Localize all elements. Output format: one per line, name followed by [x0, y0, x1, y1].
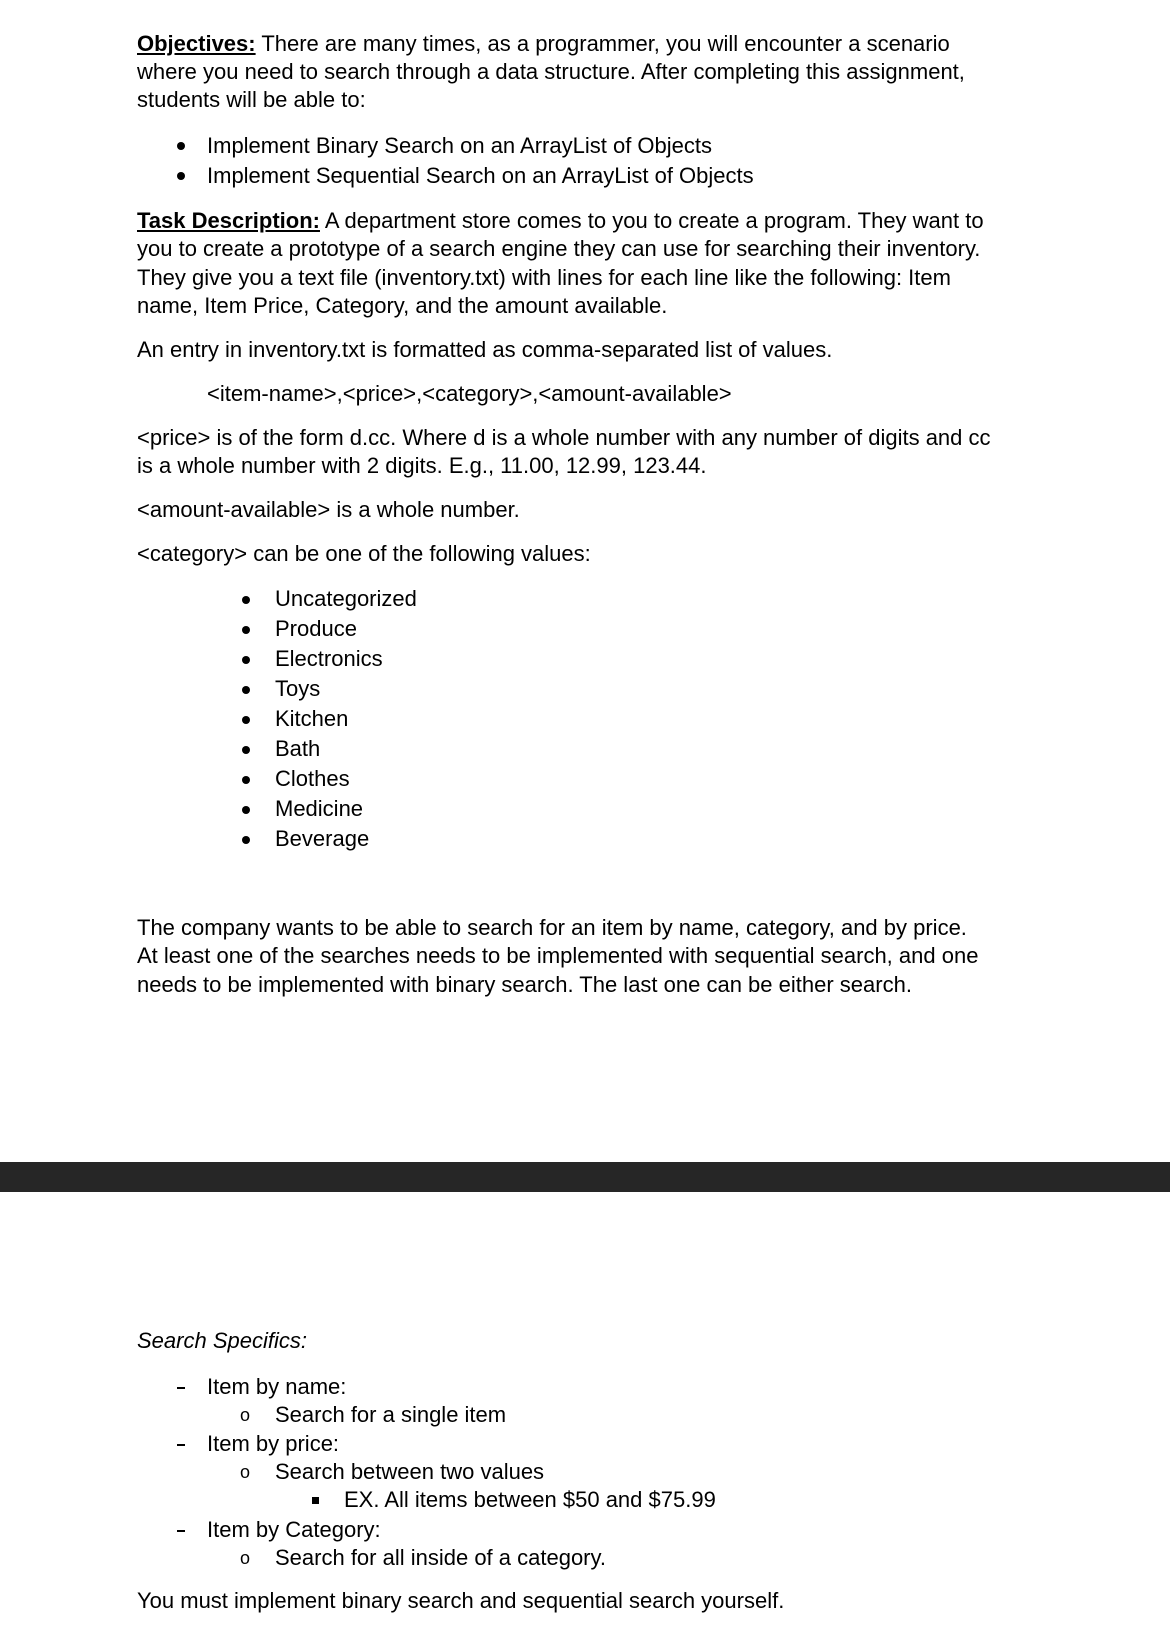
task-line-4: name, Item Price, Category, and the amount available.: [137, 293, 668, 318]
task-line-1: Task Description: A department store comes to you to create a program. They want to: [137, 208, 984, 233]
search-footer: You must implement binary search and sequential search yourself.: [137, 1588, 785, 1613]
circle-bullet-icon: o: [240, 1462, 251, 1482]
category-item: Clothes: [275, 766, 350, 791]
search-by-name-sub: Search for a single item: [275, 1402, 507, 1427]
objectives-line-2: where you need to search through a data structure. After completing this assignment,: [137, 59, 965, 84]
search-by-price-sub: Search between two values: [275, 1459, 545, 1484]
category-intro: <category> can be one of the following values:: [137, 541, 591, 566]
company-line-2: At least one of the searches needs to be implemented with sequential search, and one: [137, 943, 979, 968]
task-line-3: They give you a text file (inventory.txt) with lines for each line like the following: Item: [137, 265, 951, 290]
circle-bullet-icon: o: [240, 1405, 251, 1425]
objective-item-1: Implement Binary Search on an ArrayList of Objects: [207, 133, 713, 158]
bullet-icon: [177, 172, 185, 180]
bullet-icon: [242, 776, 250, 784]
dash-icon: [177, 1444, 185, 1446]
category-item: Produce: [275, 616, 357, 641]
category-item: Kitchen: [275, 706, 349, 731]
dash-icon: [177, 1387, 185, 1389]
square-bullet-icon: [312, 1497, 319, 1504]
bullet-icon: [242, 686, 250, 694]
objective-item-2: Implement Sequential Search on an ArrayList of Objects: [207, 163, 754, 188]
objectives-line-3: students will be able to:: [137, 87, 366, 112]
amount-line: <amount-available> is a whole number.: [137, 497, 520, 522]
category-item: Bath: [275, 736, 321, 761]
bullet-icon: [242, 746, 250, 754]
category-item: Toys: [275, 676, 321, 701]
format-pattern: <item-name>,<price>,<category>,<amount-available>: [207, 381, 732, 406]
dash-icon: [177, 1530, 185, 1532]
page-divider: [0, 1162, 1170, 1192]
search-by-category-sub: Search for all inside of a category.: [275, 1545, 606, 1570]
bullet-icon: [242, 656, 250, 664]
objectives-label: Objectives:: [137, 31, 256, 56]
category-item: Uncategorized: [275, 586, 417, 611]
task-label: Task Description:: [137, 208, 320, 233]
search-heading: Search Specifics:: [137, 1328, 307, 1353]
company-line-1: The company wants to be able to search for an item by name, category, and by price.: [137, 915, 967, 940]
bullet-icon: [242, 716, 250, 724]
bullet-icon: [242, 596, 250, 604]
category-item: Medicine: [275, 796, 364, 821]
bullet-icon: [177, 142, 185, 150]
bullet-icon: [242, 836, 250, 844]
objectives-line-1: Objectives: There are many times, as a programmer, you will encounter a scenario: [137, 31, 950, 56]
bullet-icon: [242, 806, 250, 814]
search-by-price: Item by price:: [207, 1431, 340, 1456]
bullet-icon: [242, 626, 250, 634]
circle-bullet-icon: o: [240, 1548, 251, 1568]
format-intro: An entry in inventory.txt is formatted as comma-separated list of values.: [137, 337, 833, 362]
category-item: Electronics: [275, 646, 383, 671]
search-by-name: Item by name:: [207, 1374, 347, 1399]
company-line-3: needs to be implemented with binary search. The last one can be either search.: [137, 972, 912, 997]
task-line-2: you to create a prototype of a search engine they can use for searching their inventory.: [137, 236, 981, 261]
search-by-price-example: EX. All items between $50 and $75.99: [344, 1487, 716, 1512]
price-line-2: is a whole number with 2 digits. E.g., 11.00, 12.99, 123.44.: [137, 453, 707, 478]
category-item: Beverage: [275, 826, 370, 851]
price-line-1: <price> is of the form d.cc. Where d is a whole number with any number of digits and cc: [137, 425, 991, 450]
search-by-category: Item by Category:: [207, 1517, 381, 1542]
